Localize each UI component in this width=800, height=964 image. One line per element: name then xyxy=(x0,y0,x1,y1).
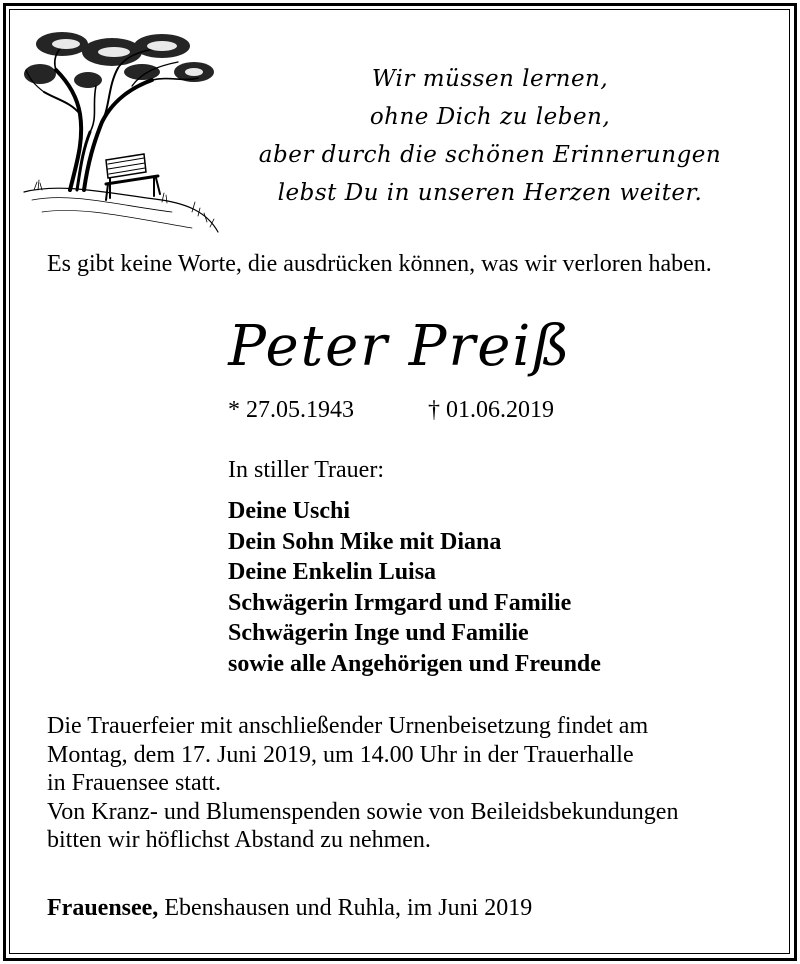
ceremony-line: in Frauensee statt. xyxy=(47,770,221,796)
mourners-list xyxy=(228,496,601,679)
ceremony-line: bitten wir höflichst Abstand zu nehmen. xyxy=(47,827,431,853)
death-date: † 01.06.2019 xyxy=(428,397,554,423)
deceased-name: Peter Preiß xyxy=(228,314,572,379)
intro-text: Es gibt keine Worte, die ausdrücken können, was wir verloren haben. xyxy=(47,251,712,277)
quote-line: Wir müssen lernen, xyxy=(371,66,609,92)
mourner-entry: Deine Uschi xyxy=(228,498,350,524)
ceremony-line: Die Trauerfeier mit anschließender Urnenbeisetzung findet am xyxy=(47,713,649,739)
tree-bench-illustration xyxy=(22,22,220,242)
ceremony-line: Montag, dem 17. Juni 2019, um 14.00 Uhr in der Trauerhalle xyxy=(47,741,634,768)
quote-line: lebst Du in unseren Herzen weiter. xyxy=(277,180,703,206)
mourner-entry: Dein Sohn Mike mit Diana xyxy=(228,528,502,555)
mourner-entry: Schwägerin Inge und Familie xyxy=(228,620,529,646)
mourner-entry: Deine Enkelin Luisa xyxy=(228,559,437,585)
closing-rest: Ebenshausen und Ruhla, im Juni 2019 xyxy=(158,895,533,921)
ceremony-notice xyxy=(47,712,777,855)
ceremony-line: Von Kranz- und Blumenspenden sowie von Beileidsbekundungen xyxy=(47,798,679,825)
closing-line xyxy=(47,893,532,923)
memorial-quote xyxy=(210,60,770,212)
mourner-entry: Schwägerin Irmgard und Familie xyxy=(228,589,572,616)
mourning-label: In stiller Trauer: xyxy=(228,457,384,483)
birth-date: * 27.05.1943 xyxy=(228,397,354,423)
mourner-entry: sowie alle Angehörigen und Freunde xyxy=(228,650,601,677)
quote-line: ohne Dich zu leben, xyxy=(369,104,611,130)
closing-place: Frauensee, xyxy=(47,895,159,921)
quote-line: aber durch die schönen Erinnerungen xyxy=(258,142,722,168)
